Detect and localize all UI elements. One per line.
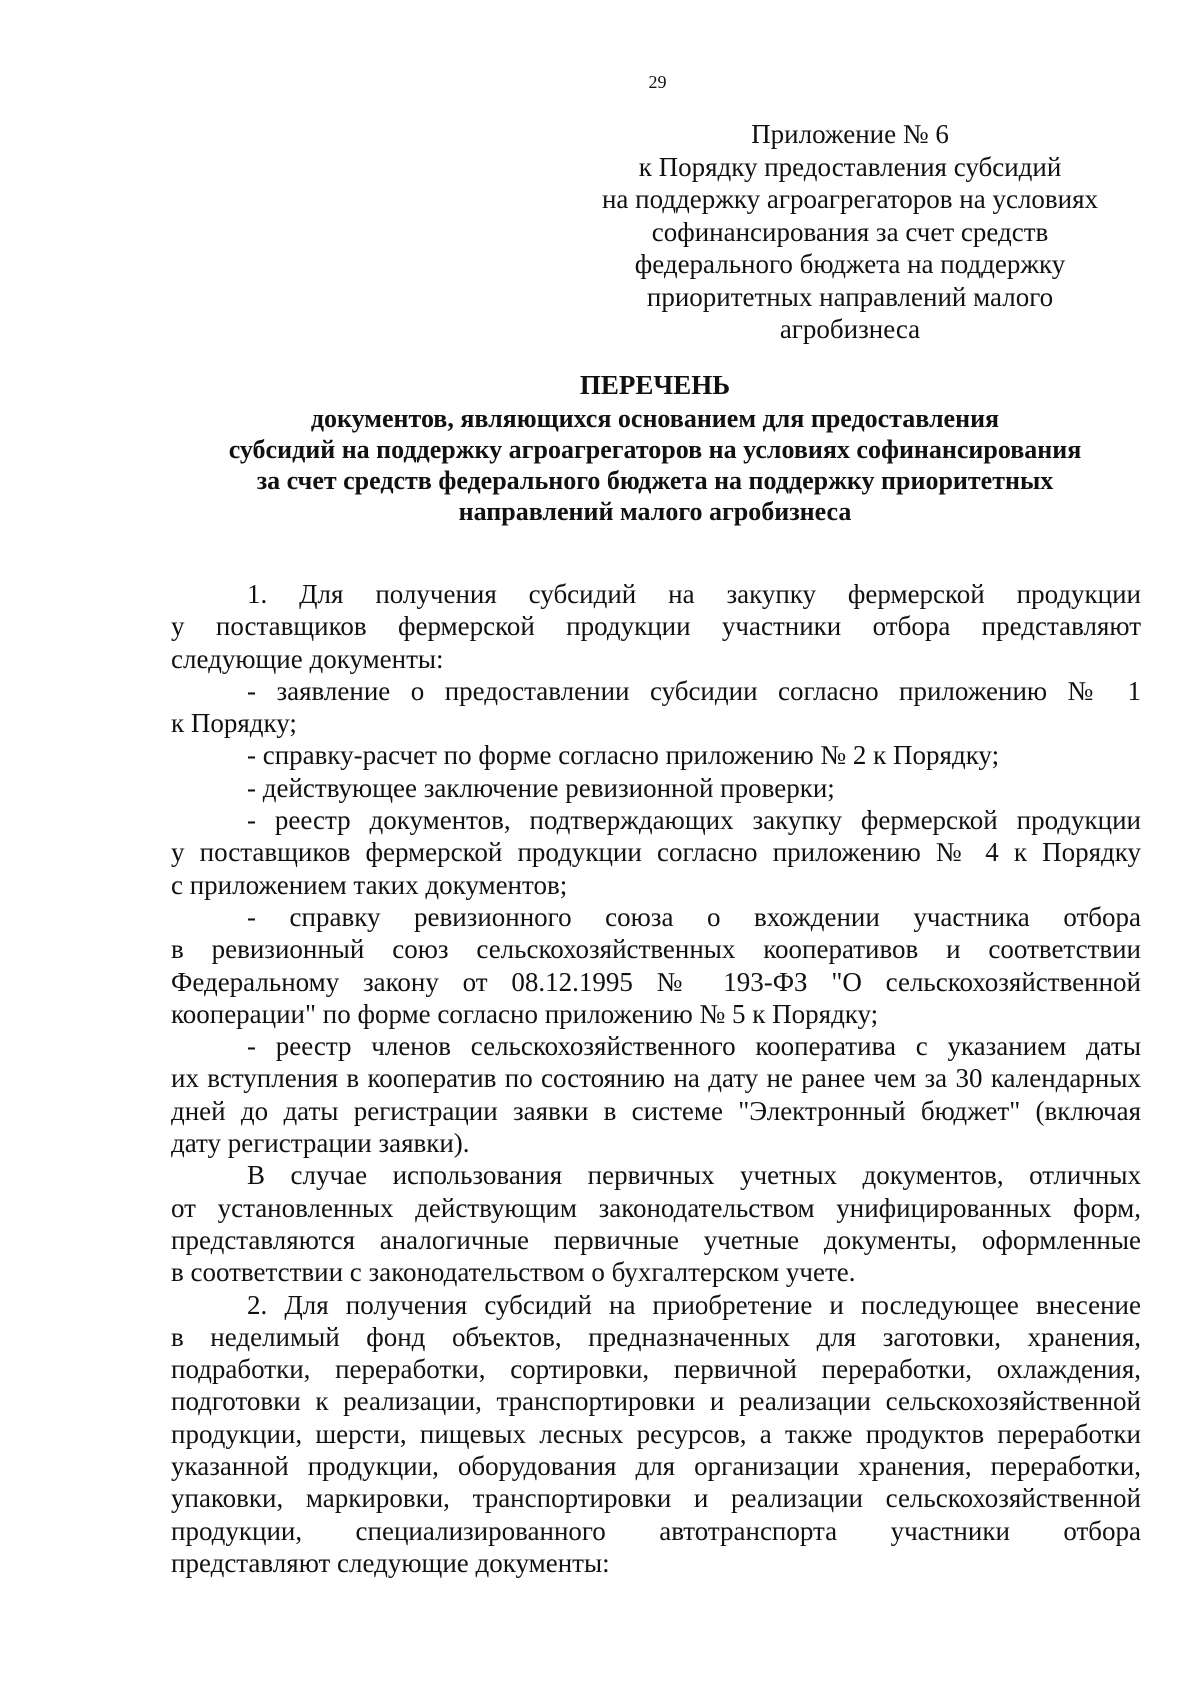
- paragraph-line: к Порядку;: [171, 708, 297, 739]
- paragraph-line: подработки, переработки, сортировки, первичной переработки, охлаждения,: [171, 1354, 1141, 1385]
- paragraph-line: - реестр членов сельскохозяйственного кооператива с указанием даты: [247, 1031, 1141, 1062]
- appendix-line: приоритетных направлений малого: [646, 281, 1054, 312]
- paragraph-line: подготовки к реализации, транспортировки и реализации сельскохозяйственной: [171, 1386, 1141, 1417]
- appendix-line: софинансирования за счет средств: [651, 216, 1049, 247]
- page-number: 29: [648, 72, 667, 92]
- paragraph-line: 1. Для получения субсидий на закупку фермерской продукции: [247, 579, 1141, 609]
- paragraph-line: продукции, специализированного автотранспорта участники отбора: [171, 1515, 1141, 1546]
- paragraph-line: - справку-расчет по форме согласно приложению № 2 к Порядку;: [247, 740, 1000, 771]
- paragraph-line: дату регистрации заявки).: [171, 1128, 470, 1159]
- appendix-line: на поддержку агроагрегаторов на условиях: [601, 184, 1099, 214]
- paragraph-line: - реестр документов, подтверждающих закупку фермерской продукции: [247, 805, 1141, 836]
- paragraph-line: кооперации" по форме согласно приложению № 5 к Порядку;: [171, 998, 879, 1029]
- paragraph-line: следующие документы:: [171, 643, 444, 674]
- title-heading: ПЕРЕЧЕНЬ: [579, 370, 731, 400]
- paragraph-line: в ревизионный союз сельскохозяйственных кооперативов и соответствии: [171, 934, 1141, 965]
- paragraph-line: В случае использования первичных учетных документов, отличных: [247, 1160, 1141, 1191]
- paragraph-line: их вступления в кооператив по состоянию на дату не ранее чем за 30 календарных: [171, 1063, 1141, 1094]
- paragraph-line: - действующее заключение ревизионной проверки;: [247, 772, 835, 803]
- appendix-header: [560, 118, 1140, 346]
- title-line: направлений малого агробизнеса: [458, 497, 852, 526]
- paragraph-line: дней до даты регистрации заявки в системе "Электронный бюджет" (включая: [171, 1095, 1141, 1126]
- paragraph-line: от установленных действующим законодательством унифицированных форм,: [171, 1192, 1141, 1223]
- paragraph-line: у поставщиков фермерской продукции согласно приложению № 4 к Порядку: [171, 837, 1141, 868]
- paragraph-line: в неделимый фонд объектов, предназначенных для заготовки, хранения,: [171, 1321, 1141, 1352]
- title-line: за счет средств федерального бюджета на поддержку приоритетных: [256, 466, 1054, 495]
- paragraph-line: с приложением таких документов;: [171, 869, 568, 900]
- paragraph-line: - справку ревизионного союза о вхождении участника отбора: [247, 901, 1141, 932]
- paragraph-line: в соответствии с законодательством о бухгалтерском учете.: [171, 1257, 856, 1288]
- paragraph-line: представляются аналогичные первичные учетные документы, оформленные: [171, 1224, 1141, 1255]
- paragraph-line: у поставщиков фермерской продукции участники отбора представляют: [171, 611, 1141, 642]
- paragraph-line: 2. Для получения субсидий на приобретение и последующее внесение: [247, 1289, 1141, 1320]
- appendix-line: к Порядку предоставления субсидий: [638, 151, 1062, 182]
- paragraph-line: - заявление о предоставлении субсидии согласно приложению № 1: [247, 675, 1141, 706]
- appendix-line: агробизнеса: [779, 314, 921, 344]
- title-line: субсидий на поддержку агроагрегаторов на условиях софинансирования: [228, 435, 1082, 464]
- paragraph-line: указанной продукции, оборудования для организации хранения, переработки,: [171, 1451, 1141, 1482]
- appendix-line: федерального бюджета на поддержку: [634, 249, 1066, 279]
- paragraph-line: представляют следующие документы:: [171, 1547, 610, 1578]
- paragraph-line: Федеральному закону от 08.12.1995 № 193-ФЗ "О сельскохозяйственной: [171, 966, 1141, 997]
- paragraph-line: продукции, шерсти, пищевых лесных ресурсов, а также продуктов переработки: [171, 1418, 1141, 1449]
- document-title: [150, 370, 1160, 527]
- appendix-line: Приложение № 6: [751, 119, 949, 149]
- paragraph-line: упаковки, маркировки, транспортировки и реализации сельскохозяйственной: [171, 1483, 1141, 1514]
- title-line: документов, являющихся основанием для предоставления: [310, 404, 1000, 433]
- body-text: [171, 578, 1141, 1579]
